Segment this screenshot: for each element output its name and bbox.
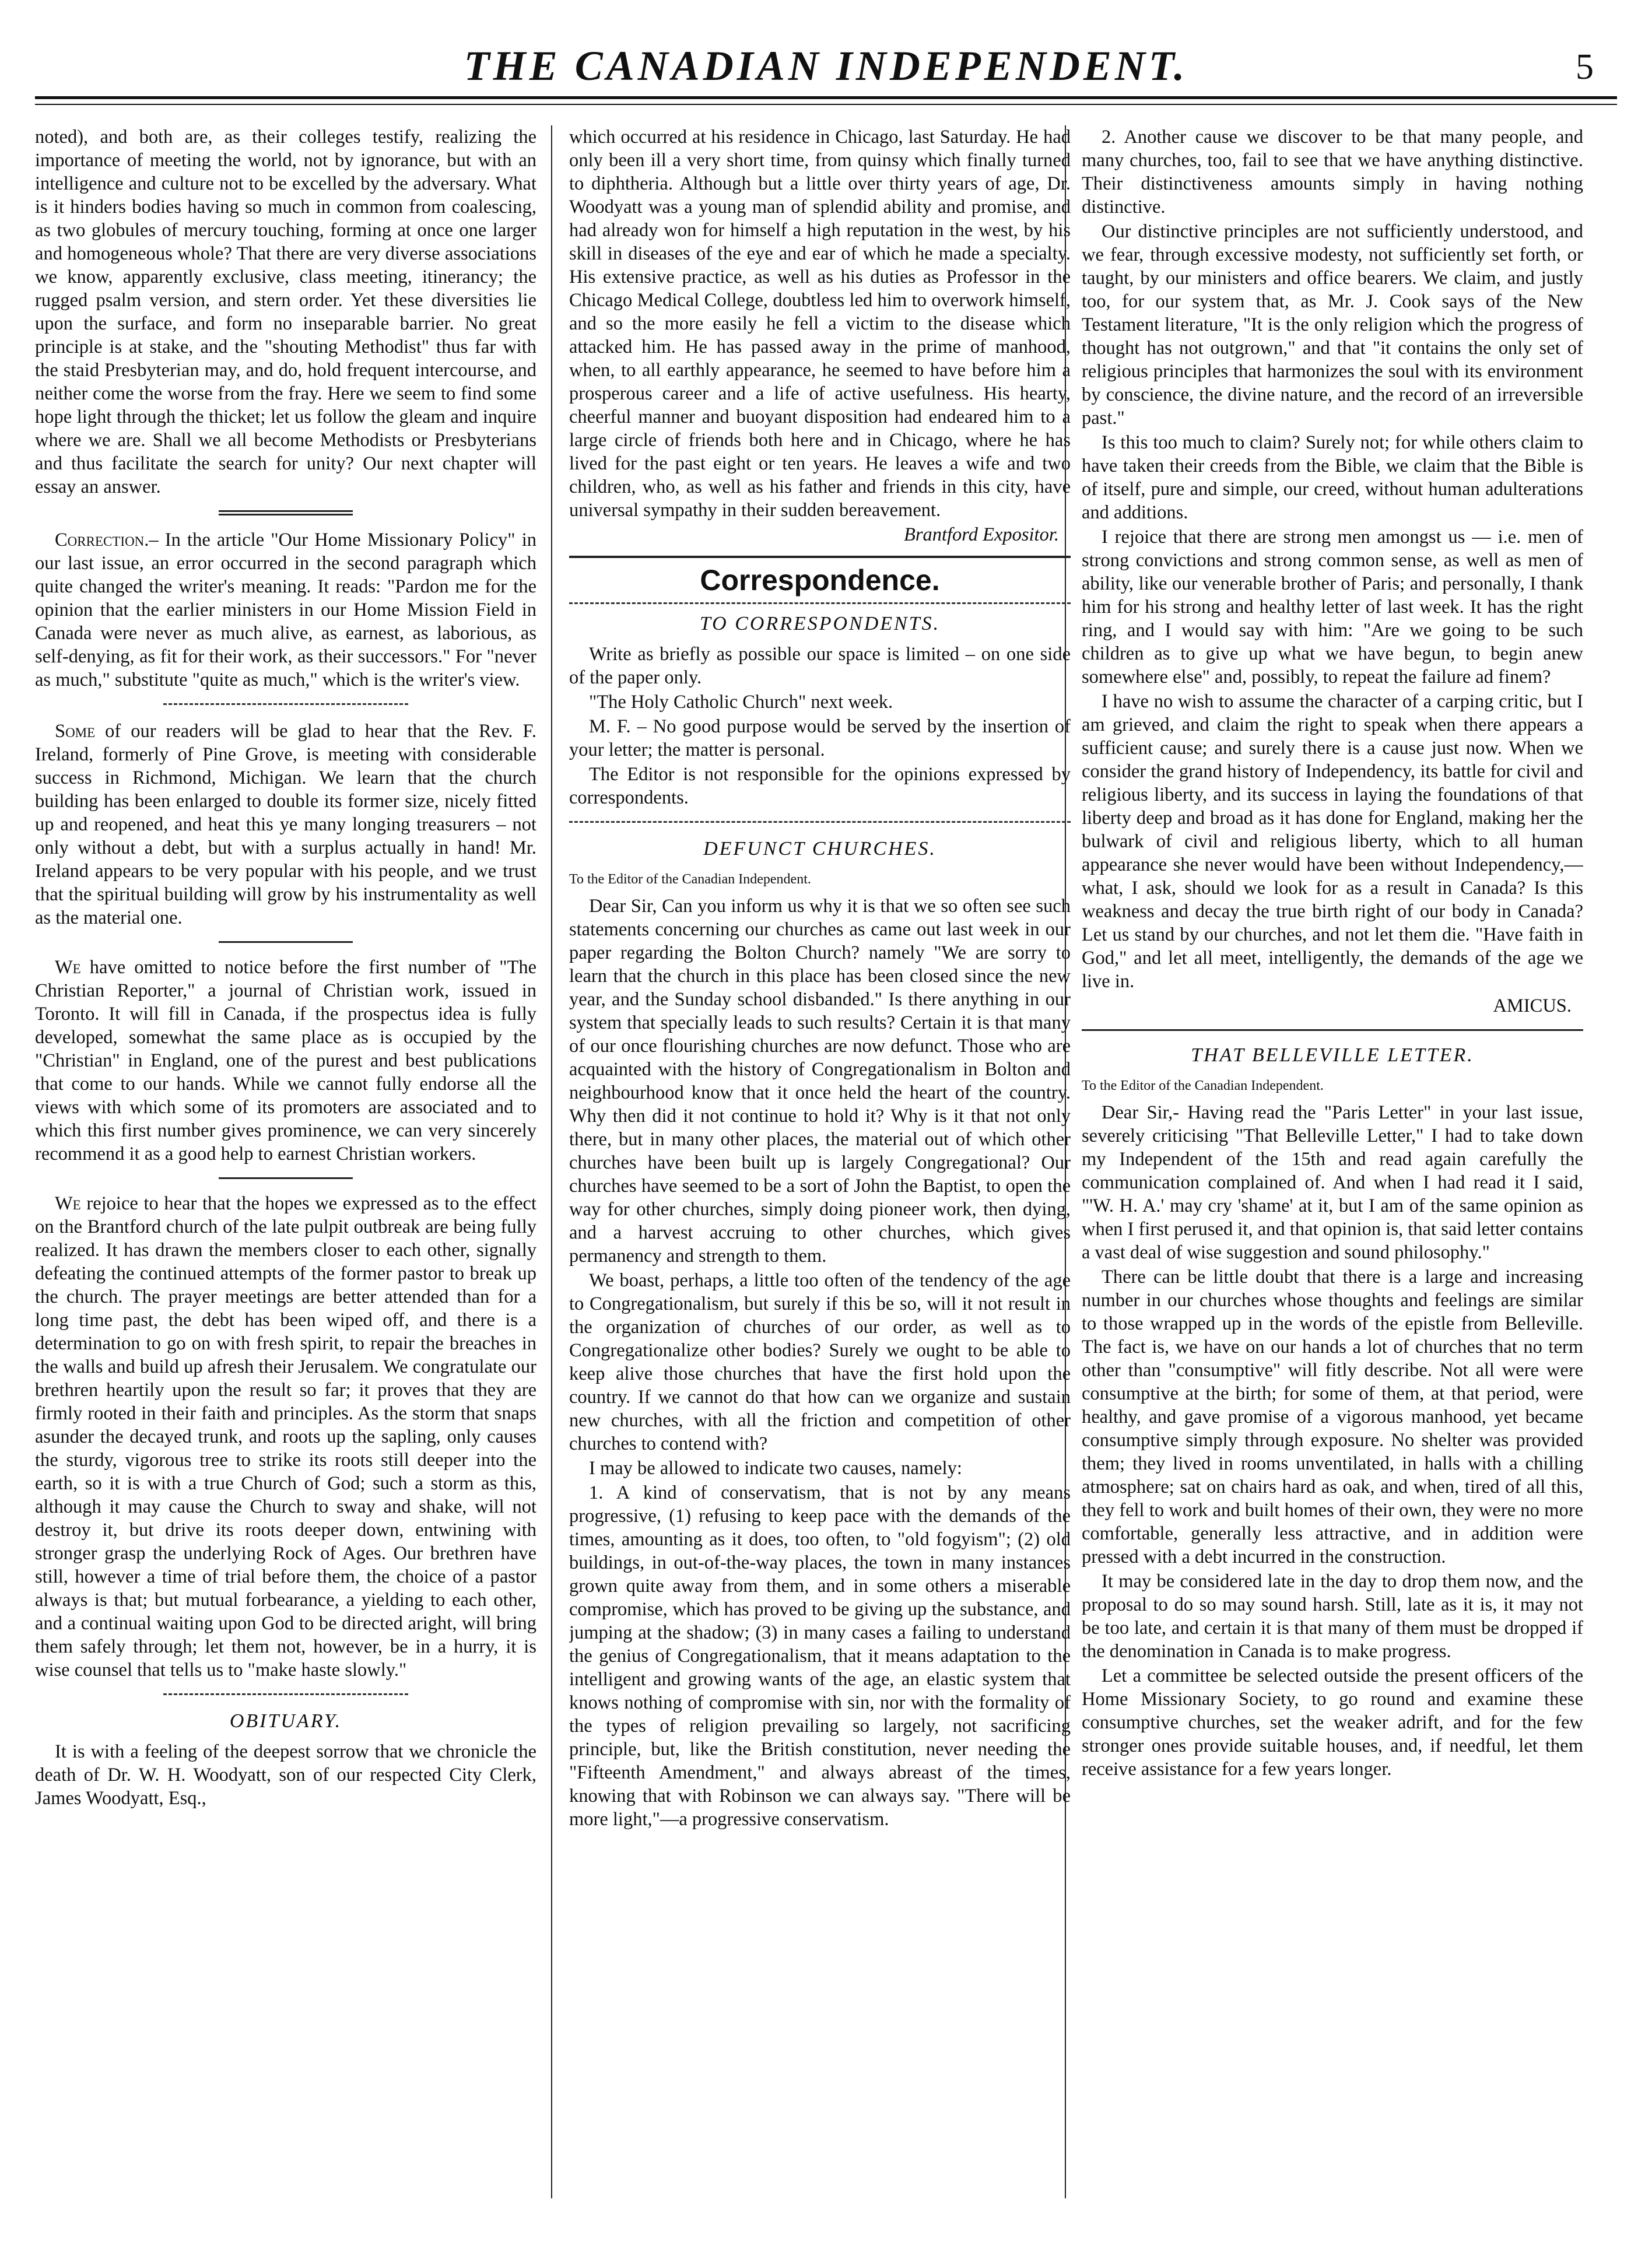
section-separator [163, 703, 408, 707]
correspondence-heading: Correspondence. [700, 564, 940, 597]
ireland-body: of our readers will be glad to hear that the Rev. F. Ireland, formerly of Pine Grove, is meeting with considerable success in Richmond, Michigan. We learn that the church building has been enlarged to double its former size, nicely fitted up and reopened, and heat this ye many longing treasurers – not only without a debt, but with a surplus actually in hand! Mr. Ireland appears to be very popular with his people, and we trust that the spiritual building will grow by his instrumentality as well as the material one. [35, 721, 536, 928]
to-correspondents-paragraph: Write as briefly as possible our space is limited – on one side of the paper only. [569, 644, 1071, 688]
masthead-rule-thin [35, 104, 1617, 105]
ireland-lead: Some [55, 721, 96, 742]
correspondence-banner [569, 556, 1071, 604]
section-separator [219, 510, 353, 515]
section-separator [569, 821, 1071, 825]
to-correspondents-paragraph: The Editor is not responsible for the opinions expressed by correspondents. [569, 764, 1071, 808]
obituary-continued: which occurred at his residence in Chicago, last Saturday. He had only been ill a very short time, from quinsy which finally turned to diphtheria. Although but a little over thirty years of age, Dr. Woodyatt was a young man of splendid ability and promise, and had already won for himself a high reputation in the west, by his skill in diseases of the eye and ear of which he made a specialty. His extensive practice, as well as his duties as Professor in the Chicago Medical College, doubtless led him to overwork himself, and so the more easily he fell a victim to the disease which attacked him. He has passed away in the prime of manhood, when, to all earthly appearance, he seemed to have before him a prosperous career and a life of active usefulness. His hearty, cheerful manner and buoyant disposition had endeared him to a large circle of friends both here and in Chicago, where he has lived for the past eight or ten years. He leaves a wife and two children, who, as well as his father and friends in this city, have universal sympathy in their sudden bereavement. [569, 127, 1071, 521]
reporter-lead: We [55, 957, 81, 978]
defunct-paragraph: I may be allowed to indicate two causes, namely: [589, 1458, 962, 1479]
belleville-to-editor: To the Editor of the Canadian Independent. [1082, 1078, 1324, 1093]
belleville-paragraph: Let a committee be selected outside the present officers of the Home Missionary Society, to go round and examine these consumptive churches, set the weaker adrift, and for the few stronger ones provide suitable houses, and, if needful, let them receive assistance for a few years longer. [1082, 1665, 1583, 1780]
letter-paragraph: 2. Another cause we discover to be that many people, and many churches, too, fail to see that we have anything distinctive. Their distinctiveness amounts simply in having nothing distinctive. [1082, 127, 1583, 218]
section-separator [163, 1693, 408, 1697]
section-separator [219, 1177, 353, 1179]
defunct-paragraph: 1. A kind of conservatism, that is not by any means progressive, (1) refusing to keep pace with the demands of the times, amounting as it does, too often, to "old fogyism"; (2) old buildings, in out-of-the-way places, the town in many instances grown quite away from them, and in some others a miserable compromise, which has proved to be giving up the substance, and jumping at the shadow; (3) in many cases a failing to understand the genius of Congregationalism, that it means adaptation to the intelligent and growing wants of the age, an elastic system that knows nothing of compromise with sin, nor with the formality of the types of religion prevailing so largely, not sacrificing principle, but, like the British constitution, never needing the "Fifteenth Amendment," and always abreast of the times, knowing that with Robinson we can always say. "There will be more light,"—a progressive conservatism. [569, 1482, 1071, 1830]
section-separator [1082, 1029, 1583, 1031]
letter-paragraph: Is this too much to claim? Surely not; for while others claim to have taken their creeds from the Bible, we claim that the Bible is of itself, pure and simple, our creed, without human adulterations and additions. [1082, 432, 1583, 523]
reporter-paragraph [35, 956, 536, 1166]
obituary-heading: OBITUARY. [229, 1710, 342, 1732]
correction-lead: Correction. [55, 529, 149, 550]
obituary-source: Brantford Expositor. [903, 524, 1059, 545]
belleville-paragraph: Dear Sir,- Having read the "Paris Letter" in your last issue, severely criticising "That Belleville Letter," I had to take down my Independent of the 15th and read again carefully the communication complained of. And when I had read it I said, "'W. H. A.' may cry 'shame' at it, but I am of the same opinion as when I first perused it, and that opinion is, that said letter contains a vast deal of wise suggestion and sound philosophy." [1082, 1102, 1583, 1263]
letter-paragraph: I have no wish to assume the character of a carping critic, but I am grieved, and claim the right to speak when there appears a sufficient cause; and surely there is a cause just now. When we consider the grand history of Independency, its battle for civil and religious liberty, and its success in laying the foundations of that liberty deep and broad as it has done for England, making her the bulwark of civil and religious liberty, which to all human appearance she never would have been without Independency,— what, I ask, should we look for as a result in Canada? Is this weakness and decay the true birth right of our body in Canada? Let us stand by our churches, and not let them die. "Have faith in God," and let all meet, intelligently, the demands of the age we live in. [1082, 691, 1583, 992]
obituary-paragraph: It is with a feeling of the deepest sorrow that we chronicle the death of Dr. W. H. Woodyatt, son of our respected City Clerk, James Woodyatt, Esq., [35, 1741, 536, 1809]
to-correspondents-paragraph: M. F. – No good purpose would be served by the insertion of your letter; the matter is personal. [569, 716, 1071, 760]
column-3 [1082, 125, 1583, 2201]
reporter-body: have omitted to notice before the first number of "The Christian Reporter," a journal of Christian work, issued in Toronto. It will fill in Canada, if the prospectus idea is fully developed, somewhat the same place as is occupied by the "Christian" in England, one of the purest and best publications that come to our hands. While we cannot fully endorse all the views with which some of its promoters are associated and to which this first number gives prominence, we can very sincerely recommend it as a good help to earnest Christian workers. [35, 957, 536, 1164]
masthead-rule [35, 96, 1617, 99]
belleville-heading: THAT BELLEVILLE LETTER. [1191, 1044, 1474, 1066]
correction-body: – In the article "Our Home Missionary Policy" in our last issue, an error occurred in the second paragraph which quite changed the writer's meaning. It reads: "Pardon me for the opinion that the earlier ministers in our Home Mission Field in Canada were never as much alive, as earnest, as laborious, as self-denying, as fit for their work, as their successors." For "never as much," substitute "quite as much," which is the writer's view. [35, 529, 536, 690]
letter-signature: AMICUS. [1493, 995, 1572, 1016]
belleville-paragraph: It may be considered late in the day to drop them now, and the proposal to do so may sound harsh. Still, late as it is, it may not be too late, and certain it is that many of them must be dropped if the denomination in Canada is to make progress. [1082, 1571, 1583, 1662]
masthead [35, 29, 1617, 93]
article-paragraph: noted), and both are, as their colleges testify, realizing the importance of meeting the world, not by ignorance, but with an intelligence and culture not to be excelled by the adversary. What is it hinders bodies having so much in common from coalescing, as two globules of mercury touching, forming at once one larger and homogeneous whole? That there are very diverse associations we know, apparently exclusive, class meeting, itinerancy; the rugged psalm version, and stern order. Yet these diversities lie upon the surface, and form no inseparable barrier. No great principle is at stake, and the "shouting Methodist" thus far with the staid Presbyterian may, and do, hold frequent intercourse, and neither come the worse from the fray. Here we seem to find some hope light through the thicket; let us follow the gleam and inquire where we are. Shall we all become Methodists or Presbyterians and thus facilitate the search for unity? Our next chapter will essay an answer. [35, 127, 536, 497]
column-1 [35, 125, 536, 2201]
column-2 [569, 125, 1071, 2201]
page-number: 5 [1576, 47, 1594, 87]
belleville-paragraph: There can be little doubt that there is a large and increasing number in our churches whose thoughts and feelings are similar to those wrapped up in the words of the epistle from Belleville. The fact is, we have on our hands a lot of churches that no term other than "consumptive" will fitly describe. Not all were were consumptive at the birth; for some of them, at that period, were healthy, and gave promise of a vigorous manhood, yet became consumptive simply through exposure. No shelter was provided them; they lived in rooms unventilated, in halls with a chilling atmosphere; sat on chairs hard as oak, and when, tired of all this, they fell to work and built homes of their own, they were no more comfortable, generally less attractive, and in addition were pressed with a debt incurred in the construction. [1082, 1267, 1583, 1567]
page-title: THE CANADIAN INDEPENDENT. [464, 43, 1188, 89]
defunct-paragraph: Dear Sir, Can you inform us why it is that we so often see such statements concerning our churches as came out last week in our paper regarding the Bolton Church? namely "We are sorry to learn that the church in this place has been closed since the new year, and the Sunday school disbanded." Is there anything in our system that specially leads to such results? Certain it is that many of our once flourishing churches are now defunct. Those who are acquainted with the history of Congregationalism in Bolton and neighbourhood know that it once held the heart of the country. Why then did it not continue to hold it? Why is it that not only there, but in many other places, the material out of which other churches have been built up is largely Congregational? Our churches have seemed to be a sort of John the Baptist, to open the way for other churches, simply doing pioneer work, then dying, and a harvest accruing to other churches, which gives permanency and strength to them. [569, 896, 1071, 1267]
to-correspondents-heading: TO CORRESPONDENTS. [699, 613, 941, 634]
section-separator [219, 941, 353, 943]
letter-paragraph: I rejoice that there are strong men amongst us — i.e. men of strong convictions and strong common sense, as well as men of ability, like our venerable brother of Paris; and personally, I thank him for his strong and healthy letter of last week. It has the right ring, and I would say with him: "Are we going to be such children as to give up what we have begun, to begin anew somewhere else" and, possibly, to repeat the failure ad finem? [1082, 527, 1583, 687]
defunct-churches-heading: DEFUNCT CHURCHES. [703, 838, 937, 860]
to-correspondents-paragraph: "The Holy Catholic Church" next week. [589, 692, 893, 713]
brantford-paragraph [35, 1192, 536, 1682]
defunct-paragraph: We boast, perhaps, a little too often of the tendency of the age to Congregationalism, but surely if this be so, will it not result in the organization of churches of our order, as well as to Congregationalize other bodies? Surely we ought to be able to keep alive those churches that have the first hold upon the country. If we cannot do that how can we organize and sustain new churches, with all the friction and competition of other churches to contend with? [569, 1270, 1071, 1454]
letter-paragraph: Our distinctive principles are not sufficiently understood, and we fear, through excessive modesty, not sufficiently set forth, or taught, by our ministers and office bearers. We claim, and justly too, for our system that, as Mr. J. Cook says of the New Testament literature, "It is the only religion which the progress of thought has not outgrown," and that "it contains the only set of religious principles that harmonizes the soul with its environment by conscience, the divine nature, and the record of an irreversible past." [1082, 221, 1583, 429]
correction-paragraph [35, 528, 536, 692]
ireland-paragraph [35, 720, 536, 929]
brantford-lead: We [55, 1193, 81, 1214]
column-divider [551, 125, 552, 2198]
brantford-body: rejoice to hear that the hopes we expressed as to the effect on the Brantford church of the late pulpit outbreak are being fully realized. It has drawn the members closer to each other, signally defeating the continued attempts of the former pastor to break up the church. The prayer meetings are better attended than for a long time past, the debt has been wiped off, and there is a determination to go on with fresh spirit, to repair the breaches in the walls and build up afresh their Jerusalem. We congratulate our brethren heartily upon the result so far; it proves that they are firmly rooted in their faith and principles. As the storm that snaps asunder the decayed trunk, and roots up the sapling, only causes the sturdy, vigorous tree to strike its roots still deeper into the earth, so it is with a true Church of God; such a storm as this, although it may cause the Church to sway and shake, will not destroy it, but drive its roots deeper down, entwining with stronger grasp the underlying Rock of Ages. Our brethren have still, however a time of trial before them, the choice of a pastor always is that; but mutual forbearance, a yielding to each other, and a continual waiting upon God to be directed aright, will bring them safely through; let them not, however, be in a hurry, it is wise counsel that tells us to "make haste slowly." [35, 1193, 536, 1681]
defunct-to-editor: To the Editor of the Canadian Independent. [569, 872, 811, 887]
